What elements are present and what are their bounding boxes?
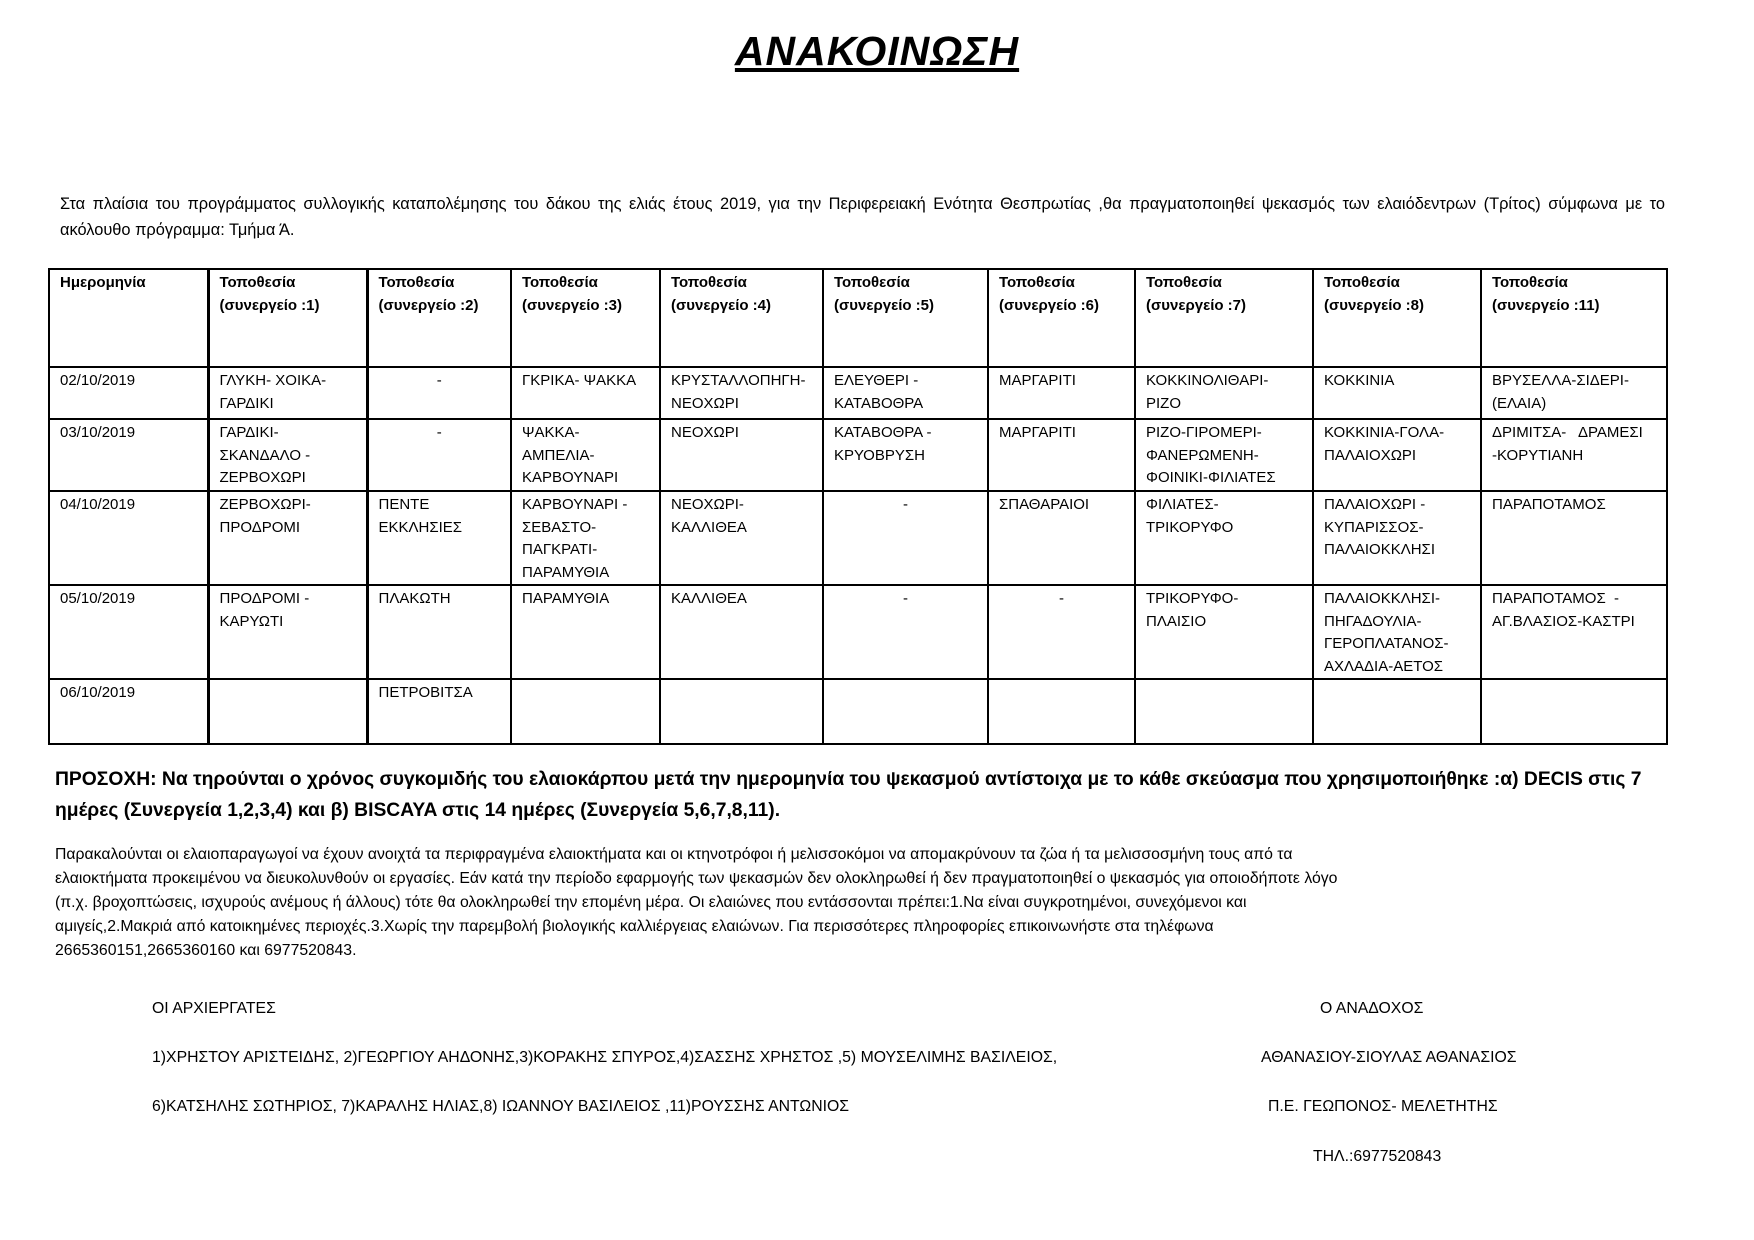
header-text: (συνεργείο :8) — [1324, 296, 1425, 314]
header-location-crew-9 — [1481, 269, 1667, 367]
location-cell — [660, 585, 823, 679]
cell-text: 05/10/2019 — [60, 590, 136, 607]
cell-text: - — [903, 590, 908, 607]
date-cell — [49, 419, 208, 491]
cell-text: - — [436, 424, 442, 441]
location-cell — [1481, 367, 1667, 419]
table-row — [49, 367, 1667, 419]
location-cell — [367, 585, 511, 679]
cell-text: ΤΡΙΚΟΡΥΦΟ — [1146, 518, 1234, 536]
cell-text: ΠΑΛΑΙΟΚΚΛΗΣΙ- — [1324, 590, 1440, 607]
header-text: Τοποθεσία — [671, 274, 747, 291]
spraying-schedule-table — [48, 268, 1668, 745]
location-cell — [208, 491, 367, 585]
cell-text: ΠΕΝΤΕ — [378, 496, 430, 513]
cell-text: ΔΡΙΜΙΤΣΑ- ΔΡΑΜΕΣΙ — [1492, 424, 1643, 441]
cell-text: ΦΑΝΕΡΩΜΕΝΗ- — [1146, 446, 1259, 464]
header-date — [49, 269, 208, 367]
header-text: (συνεργείο :1) — [219, 296, 320, 314]
header-text: Τοποθεσία — [1324, 274, 1400, 291]
location-cell — [367, 367, 511, 419]
header-location-crew-2 — [367, 269, 511, 367]
date-cell — [49, 367, 208, 419]
cell-text: 06/10/2019 — [60, 684, 136, 701]
cell-text: ΣΠΑΘΑΡΑΙΟΙ — [999, 496, 1090, 513]
cell-text: ΑΧΛΑΔΙΑ-ΑΕΤΟΣ — [1324, 657, 1444, 675]
cell-text: ΚΟΚΚΙΝΙΑ-ΓΟΛΑ- — [1324, 424, 1445, 441]
contractor-phone: ΤΗΛ.:6977520843 — [1313, 1148, 1442, 1165]
location-cell — [1135, 585, 1313, 679]
header-location-crew-7 — [1135, 269, 1313, 367]
header-text: Τοποθεσία — [378, 274, 455, 291]
cell-text: ΠΑΛΑΙΟΧΩΡΙ - — [1324, 496, 1426, 513]
location-cell — [1135, 419, 1313, 491]
cell-text: ΣΕΒΑΣΤΟ- — [522, 518, 597, 536]
cell-text: -ΚΟΡΥΤΙΑΝΗ — [1492, 446, 1584, 464]
cell-text: ΓΛΥΚΗ- ΧΟΙΚΑ- — [219, 372, 327, 389]
cell-text: ΡΙΖΟ — [1146, 394, 1182, 412]
location-cell — [208, 367, 367, 419]
date-cell — [49, 585, 208, 679]
header-text: Ημερομηνία — [60, 274, 146, 291]
cell-text: ΚΑΤΑΒΟΘΡΑ - — [834, 424, 932, 441]
team-leaders-line-2: 6)ΚΑΤΣΗΛΗΣ ΣΩΤΗΡΙΟΣ, 7)ΚΑΡΑΛΗΣ ΗΛΙΑΣ,8) ΙΩΑΝΝΟΥ ΒΑΣΙΛΕΙΟΣ ,11)ΡΟΥΣΣΗΣ ΑΝΤΩΝΙΟΣ — [152, 1098, 850, 1115]
location-cell — [208, 419, 367, 491]
cell-text: ΦΙΛΙΑΤΕΣ- — [1146, 496, 1219, 513]
location-cell — [1313, 491, 1481, 585]
header-text: Τοποθεσία — [219, 274, 296, 291]
location-cell — [988, 491, 1135, 585]
header-text: (συνεργείο :7) — [1146, 296, 1247, 314]
cell-text: ΒΡΥΣΕΛΛΑ-ΣΙΔΕΡΙ- — [1492, 372, 1629, 389]
team-leaders-title: ΟΙ ΑΡΧΙΕΡΓΑΤΕΣ — [152, 1000, 276, 1017]
notice-line: αμιγείς,2.Μακριά από κατοικημένες περιοχές.3.Χωρίς την παρεμβολή βιολογικής καλλιέργειας ελαιώνων. Για περισσότερες πληροφορίες επικοινωνήστε στα τηλέφωνα — [55, 918, 1214, 935]
cell-text: ΑΓ.ΒΛΑΣΙΟΣ-ΚΑΣΤΡΙ — [1492, 612, 1635, 630]
cell-text: ΚΡΥΣΤΑΛΛΟΠΗΓΗ- — [671, 372, 806, 389]
header-location-crew-6 — [988, 269, 1135, 367]
team-leaders-line-1: 1)ΧΡΗΣΤΟΥ ΑΡΙΣΤΕΙΔΗΣ, 2)ΓΕΩΡΓΙΟΥ ΑΗΔΟΝΗΣ,3)ΚΟΡΑΚΗΣ ΣΠΥΡΟΣ,4)ΣΑΣΣΗΣ ΧΡΗΣΤΟΣ ,5) ΜΟΥΣΕΛΙΜΗΣ ΒΑΣΙΛΕΙΟΣ, — [152, 1049, 1058, 1066]
cell-text: ΕΚΚΛΗΣΙΕΣ — [378, 518, 463, 536]
cell-text: ΠΑΛΑΙΟΚΚΛΗΣΙ — [1324, 541, 1435, 558]
cell-text: ΠΕΤΡΟΒΙΤΣΑ — [378, 684, 473, 701]
cell-text: 04/10/2019 — [60, 496, 136, 513]
cell-text: ΠΛΑΙΣΙΟ — [1146, 612, 1207, 630]
cell-text: (ΕΛΑΙΑ) — [1492, 394, 1547, 412]
location-cell — [1481, 679, 1667, 744]
location-cell — [367, 419, 511, 491]
table-header-row — [49, 269, 1667, 367]
cell-text: ΚΑΛΛΙΘΕΑ — [671, 590, 747, 607]
location-cell — [988, 367, 1135, 419]
intro-paragraph: Στα πλαίσια του προγράμματος συλλογικής καταπολέμησης του δάκου της ελιάς έτους 2019, για την Περιφερειακή Ενότητα Θεσπρωτίας ,θα πραγματοποιηθεί ψεκασμός των ελαιόδεντρων (Τρίτος) σύμφωνα με το ακόλουθο πρόγραμμα: Τμήμα Ά. — [60, 195, 1665, 239]
cell-text: ΓΕΡΟΠΛΑΤΑΝΟΣ- — [1324, 635, 1449, 652]
location-cell — [511, 491, 660, 585]
cell-text: ΚΟΚΚΙΝΟΛΙΘΑΡΙ- — [1146, 372, 1269, 389]
header-text: (συνεργείο :2) — [378, 296, 479, 314]
notice-line: ελαιοκτήματα προκειμένου να διευκολυνθούν οι εργασίες. Εάν κατά την περίοδο εφαρμογής των ψεκασμών δεν ολοκληρωθεί ή δεν πραγματοποιηθεί ο ψεκασμός για οποιοδήποτε λόγο — [55, 870, 1338, 887]
cell-text: ΠΡΟΔΡΟΜΙ — [219, 518, 301, 536]
cell-text: ΖΕΡΒΟΧΩΡΙ — [219, 469, 306, 486]
cell-text: ΓΑΡΔΙΚΙ — [219, 394, 274, 412]
location-cell — [988, 419, 1135, 491]
header-text: (συνεργείο :11) — [1492, 296, 1600, 314]
notice-paragraph — [55, 843, 1705, 963]
cell-text: ΚΑΡΥΩΤΙ — [219, 612, 284, 630]
location-cell — [208, 679, 367, 744]
location-cell — [660, 419, 823, 491]
cell-text: ΚΡΥΟΒΡΥΣΗ — [834, 446, 925, 464]
location-cell — [1481, 419, 1667, 491]
location-cell — [208, 585, 367, 679]
table-row — [49, 585, 1667, 679]
cell-text: ΡΙΖΟ-ΓΙΡΟΜΕΡΙ- — [1146, 424, 1262, 441]
cell-text: ΚΥΠΑΡΙΣΣΟΣ- — [1324, 518, 1424, 536]
cell-text: ΠΑΡΑΠΟΤΑΜΟΣ - — [1492, 590, 1620, 607]
contractor-title: Ο ΑΝΑΔΟΧΟΣ — [1320, 1000, 1424, 1017]
cell-text: - — [1059, 590, 1064, 607]
table-row — [49, 679, 1667, 744]
cell-text: ΠΛΑΚΩΤΗ — [378, 590, 451, 607]
header-location-crew-4 — [660, 269, 823, 367]
header-text: Τοποθεσία — [999, 274, 1075, 291]
cell-text: ΝΕΟΧΩΡΙ — [671, 424, 739, 441]
cell-text: ΚΑΤΑΒΟΘΡΑ — [834, 394, 924, 412]
date-cell — [49, 491, 208, 585]
warning-notice: ΠΡΟΣΟΧΗ: Να τηρούνται ο χρόνος συγκομιδής του ελαιοκάρπου μετά την ημερομηνία του ψεκασμού αντίστοιχα με το κάθε σκεύασμα που χρησιμοποιήθηκε :α) DECIS στις 7 ημέρες (Συνεργεία 1,2,3,4) και β) BISCAYA στις 14 ημέρες (Συνεργεία 5,6,7,8,11). — [55, 769, 1642, 821]
cell-text: ΓΑΡΔΙΚΙ- — [219, 424, 279, 441]
page-title: ΑΝΑΚΟΙΝΩΣΗ — [734, 28, 1020, 74]
location-cell — [511, 367, 660, 419]
location-cell — [988, 585, 1135, 679]
location-cell — [1313, 367, 1481, 419]
cell-text: ΠΑΓΚΡΑΤΙ- — [522, 541, 598, 558]
location-cell — [1135, 491, 1313, 585]
table-row — [49, 491, 1667, 585]
contractor-role: Π.Ε. ΓΕΩΠΟΝΟΣ- ΜΕΛΕΤΗΤΗΣ — [1268, 1098, 1498, 1115]
header-location-crew-5 — [823, 269, 988, 367]
cell-text: 02/10/2019 — [60, 372, 136, 389]
contractor-name: ΑΘΑΝΑΣΙΟΥ-ΣΙΟΥΛΑΣ ΑΘΑΝΑΣΙΟΣ — [1261, 1049, 1517, 1066]
location-cell — [823, 585, 988, 679]
location-cell — [660, 491, 823, 585]
cell-text: ΚΑΛΛΙΘΕΑ — [671, 518, 747, 536]
cell-text: 03/10/2019 — [60, 424, 136, 441]
date-cell — [49, 679, 208, 744]
location-cell — [660, 367, 823, 419]
header-text: (συνεργείο :3) — [522, 296, 623, 314]
cell-text: ΚΑΡΒΟΥΝΑΡΙ — [522, 469, 619, 486]
cell-text: ΠΡΟΔΡΟΜΙ - — [219, 590, 310, 607]
cell-text: ΜΑΡΓΑΡΙΤΙ — [999, 424, 1076, 441]
notice-line: 2665360151,2665360160 και 6977520843. — [55, 942, 357, 959]
cell-text: ΕΛΕΥΘΕΡΙ - — [834, 372, 919, 389]
cell-text: ΦΟΙΝΙΚΙ-ΦΙΛΙΑΤΕΣ — [1146, 469, 1276, 486]
cell-text: - — [903, 496, 908, 513]
header-text: (συνεργείο :6) — [999, 296, 1100, 314]
location-cell — [1481, 585, 1667, 679]
location-cell — [823, 419, 988, 491]
cell-text: ΓΚΡΙΚΑ- ΨΑΚΚΑ — [522, 372, 637, 389]
header-text: Τοποθεσία — [522, 274, 598, 291]
cell-text: ΖΕΡΒΟΧΩΡΙ- — [219, 496, 311, 513]
location-cell — [823, 679, 988, 744]
header-text: Τοποθεσία — [1492, 274, 1568, 291]
cell-text: ΠΑΡΑΜΥΘΙΑ — [522, 590, 610, 607]
notice-line: (π.χ. βροχοπτώσεις, ισχυρούς ανέμους ή άλλους) τότε θα ολοκληρωθεί την επομένη μέρα. Οι ελαιώνες που εντάσσονται πρέπει:1.Να είναι συγκροτημένοι, συνεχόμενοι και — [55, 894, 1247, 911]
header-location-crew-3 — [511, 269, 660, 367]
location-cell — [511, 419, 660, 491]
cell-text: ΤΡΙΚΟΡΥΦΟ- — [1146, 590, 1239, 607]
location-cell — [1135, 367, 1313, 419]
location-cell — [1135, 679, 1313, 744]
location-cell — [823, 491, 988, 585]
location-cell — [1313, 679, 1481, 744]
location-cell — [367, 679, 511, 744]
cell-text: ΠΑΡΑΠΟΤΑΜΟΣ — [1492, 496, 1606, 513]
cell-text: ΨΑΚΚΑ- — [522, 424, 580, 441]
header-text: Τοποθεσία — [834, 274, 910, 291]
header-text: (συνεργείο :5) — [834, 296, 935, 314]
cell-text: ΝΕΟΧΩΡΙ — [671, 394, 739, 412]
cell-text: ΣΚΑΝΔΑΛΟ - — [219, 446, 311, 464]
cell-text: ΠΗΓΑΔΟΥΛΙΑ- — [1324, 612, 1422, 630]
location-cell — [511, 679, 660, 744]
header-text: Τοποθεσία — [1146, 274, 1222, 291]
header-location-crew-8 — [1313, 269, 1481, 367]
cell-text: ΠΑΛΑΙΟΧΩΡΙ — [1324, 446, 1417, 464]
notice-line: Παρακαλούνται οι ελαιοπαραγωγοί να έχουν ανοιχτά τα περιφραγμένα ελαιοκτήματα και οι κτηνοτρόφοι ή μελισσοκόμοι να απομακρύνουν τα ζώα ή τα μελισσοσμήνη τους από τα — [55, 846, 1293, 863]
cell-text: ΑΜΠΕΛΙΑ- — [522, 446, 595, 464]
location-cell — [511, 585, 660, 679]
location-cell — [1313, 419, 1481, 491]
header-location-crew-1 — [208, 269, 367, 367]
location-cell — [1313, 585, 1481, 679]
table-row — [49, 419, 1667, 491]
cell-text: ΜΑΡΓΑΡΙΤΙ — [999, 372, 1076, 389]
location-cell — [988, 679, 1135, 744]
cell-text: - — [436, 372, 442, 389]
header-text: (συνεργείο :4) — [671, 296, 772, 314]
cell-text: ΚΟΚΚΙΝΙΑ — [1324, 372, 1395, 389]
location-cell — [1481, 491, 1667, 585]
cell-text: ΚΑΡΒΟΥΝΑΡΙ - — [522, 496, 628, 513]
location-cell — [823, 367, 988, 419]
cell-text: ΠΑΡΑΜΥΘΙΑ — [522, 563, 610, 581]
location-cell — [367, 491, 511, 585]
cell-text: ΝΕΟΧΩΡΙ- — [671, 496, 744, 513]
location-cell — [660, 679, 823, 744]
